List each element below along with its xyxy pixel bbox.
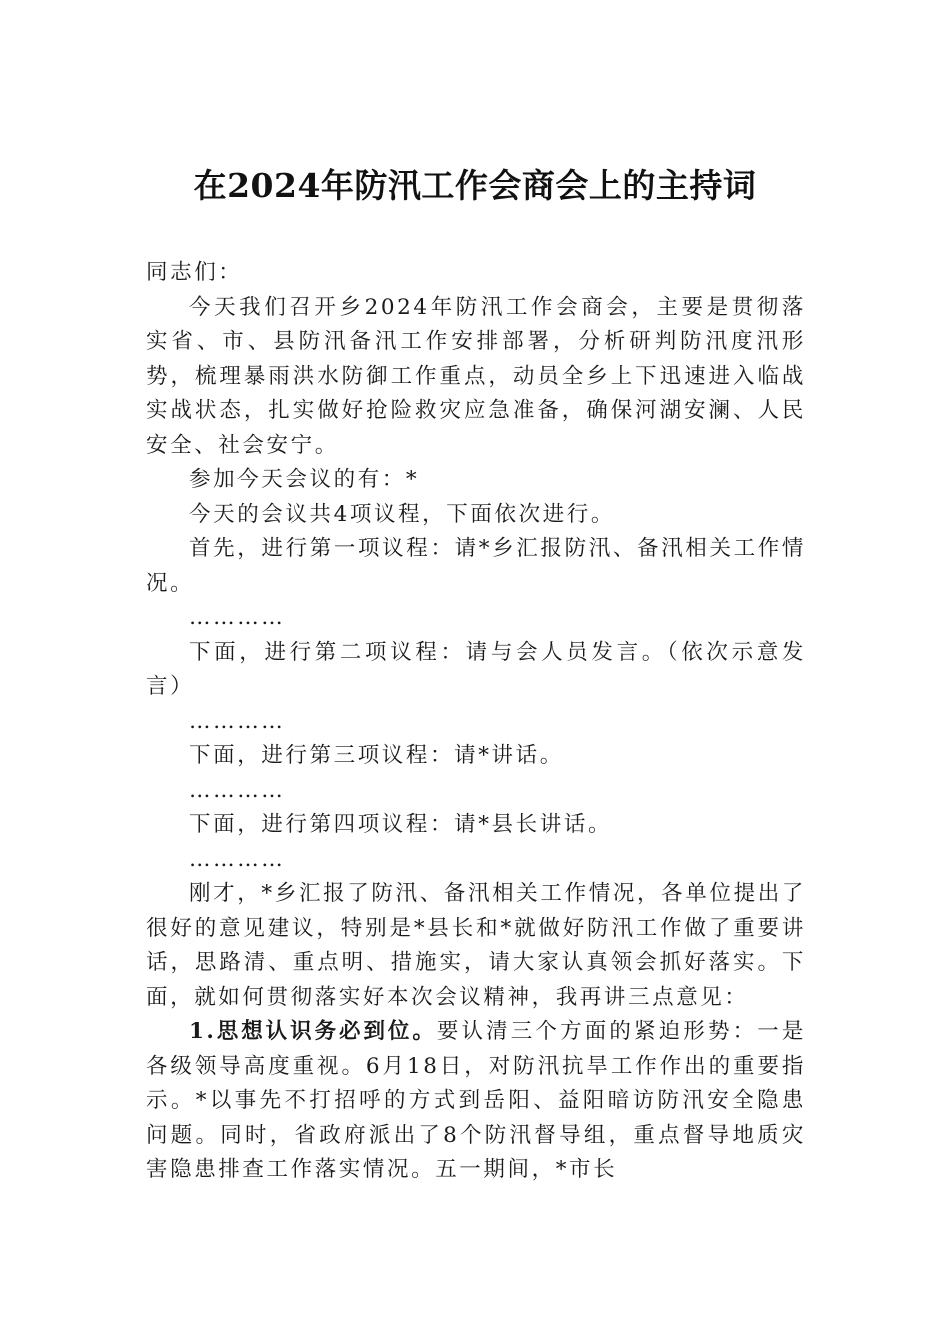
paragraph-attendees: 参加今天会议的有：* bbox=[189, 467, 420, 492]
paragraph-agenda-item-3: 下面，进行第三项议程：请*讲话。 bbox=[189, 743, 564, 768]
paragraph-agenda-item-2: 下面，进行第二项议程：请与会人员发言。（依次示意发言） bbox=[146, 639, 806, 699]
paragraph-agenda-item-1: 首先，进行第一项议程：请*乡汇报防汛、备汛相关工作情况。 bbox=[146, 536, 806, 596]
document-body bbox=[146, 256, 806, 1188]
point-1-heading: 1.思想认识务必到位。 bbox=[189, 1019, 437, 1044]
paragraph-agenda-item-4: 下面，进行第四项议程：请*县长讲话。 bbox=[189, 812, 613, 837]
document-title: 在2024年防汛工作会商会上的主持词 bbox=[193, 166, 757, 205]
salutation: 同志们： bbox=[146, 260, 243, 285]
ellipsis-line: ………… bbox=[189, 708, 286, 734]
paragraph-agenda-count: 今天的会议共4项议程，下面依次进行。 bbox=[189, 501, 615, 527]
ellipsis-line: ………… bbox=[189, 777, 286, 803]
paragraph-opening: 今天我们召开乡2024年防汛工作会商会，主要是贯彻落实省、市、县防汛备汛工作安排部署，分析研判防汛度汛形势，梳理暴雨洪水防御工作重点，动员全乡上下迅速进入临战实战状态，扎实做好抢险救灾应急准备，确保河湖安澜、人民安全、社会安宁。 bbox=[146, 294, 806, 458]
ellipsis-line: ………… bbox=[189, 605, 286, 630]
paragraph-point-1 bbox=[146, 1015, 806, 1188]
ellipsis-line: ………… bbox=[189, 846, 286, 872]
paragraph-summary: 刚才，*乡汇报了防汛、备汛相关工作情况，各单位提出了很好的意见建议，特别是*县长和*就做好防汛工作做了重要讲话，思路清、重点明、措施实，请大家认真领会抓好落实。下面，就如何贯彻落实好本次会议精神，我再讲三点意见： bbox=[146, 881, 806, 1010]
point-1-text: 要认清三个方面的紧迫形势：一是各级领导高度重视。6月18日，对防汛抗旱工作作出的重要指示。*以事先不打招呼的方式到岳阳、益阳暗访防汛安全隐患问题。同时，省政府派出了8个防汛督导组，重点督导地质灾害隐患排查工作落实情况。五一期间，*市长 bbox=[146, 1019, 806, 1182]
